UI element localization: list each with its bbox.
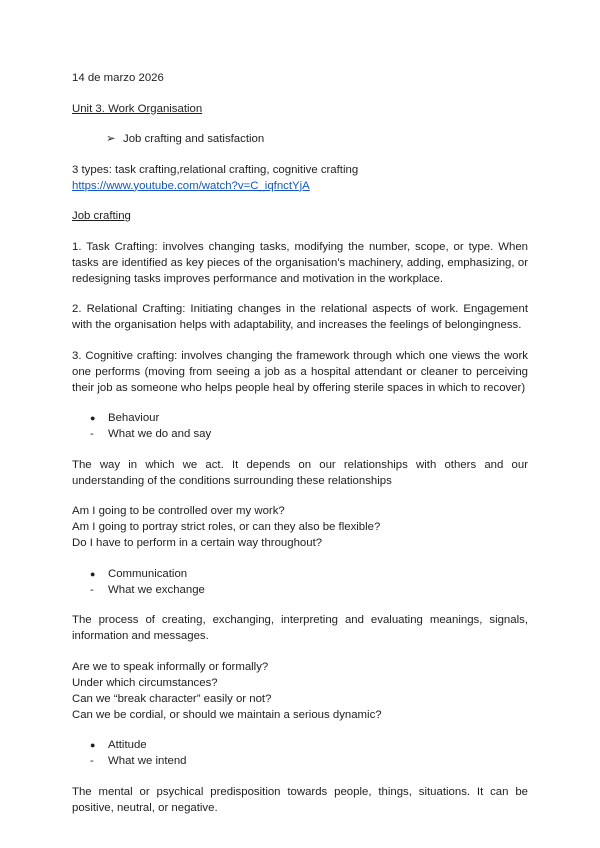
topic-item: [72, 131, 528, 147]
unit-title: Unit 3. Work Organisation: [72, 102, 203, 115]
communication-question: Can we be cordial, or should we maintain a serious dynamic?: [72, 708, 382, 721]
topic-label: Job crafting and satisfaction: [123, 133, 265, 145]
communication-description: The process of creating, exchanging, interpreting and evaluating meanings, signals, information and messages.: [72, 614, 528, 642]
dash-icon: -: [90, 755, 94, 767]
arrow-bullet-icon: ➢: [106, 133, 116, 145]
behaviour-question: Am I going to be controlled over my work?: [72, 505, 285, 517]
communication-dash-text: What we exchange: [108, 583, 205, 596]
communication-dash: [72, 582, 528, 598]
dash-icon: -: [90, 428, 94, 440]
behaviour-question: Am I going to portray strict roles, or can they also be flexible?: [72, 521, 381, 533]
task-crafting-paragraph: 1. Task Crafting: involves changing tasks, modifying the number, scope, or type. When tasks are identified as key pieces of the organisation's machinery, adding, emphasizing, or redesigning tasks improves performance and motivation in the workplace.: [72, 240, 528, 285]
communication-question: Under which circumstances?: [72, 676, 218, 689]
communication-label: Communication: [108, 567, 188, 580]
bullet-dot-icon: ●: [90, 413, 96, 423]
job-crafting-heading: Job crafting: [72, 210, 131, 222]
relational-crafting-paragraph: 2. Relational Crafting: Initiating changes in the relational aspects of work. Engagement with the organisation helps with adaptability, and increases the feelings of belongingness.: [72, 303, 528, 331]
attitude-description: The mental or psychical predisposition towards people, things, situations. It can be positive, neutral, or negative.: [72, 785, 528, 814]
types-line: 3 types: task crafting,relational crafting, cognitive crafting: [72, 163, 359, 176]
attitude-dash-text: What we intend: [108, 755, 187, 767]
behaviour-dash-text: What we do and say: [108, 428, 212, 440]
attitude-bullet: [72, 737, 528, 753]
document-date: 14 de marzo 2026: [72, 72, 164, 84]
behaviour-dash: [72, 426, 528, 442]
behaviour-label: Behaviour: [108, 412, 160, 424]
communication-question: Can we “break character” easily or not?: [72, 692, 272, 705]
video-link[interactable]: https://www.youtube.com/watch?v=C_iqfnctYjA: [72, 179, 310, 192]
attitude-label: Attitude: [108, 739, 147, 751]
communication-question: Are we to speak informally or formally?: [72, 660, 269, 673]
attitude-dash: [72, 753, 528, 769]
behaviour-description: The way in which we act. It depends on our relationships with others and our understanding of the conditions surrounding these relationships: [72, 458, 528, 487]
bullet-dot-icon: ●: [90, 568, 96, 579]
bullet-dot-icon: ●: [90, 740, 96, 750]
communication-bullet: [72, 566, 528, 582]
cognitive-crafting-paragraph: 3. Cognitive crafting: involves changing the framework through which one views the work one performs (moving from seeing a job as a hospital attendant or cleaner to perceiving their job as someone who helps people heal by offering sterile spaces in which to recover): [72, 349, 528, 394]
behaviour-bullet: [72, 410, 528, 426]
document-page: [72, 70, 528, 816]
dash-icon: -: [90, 583, 94, 596]
behaviour-question: Do I have to perform in a certain way throughout?: [72, 537, 323, 549]
